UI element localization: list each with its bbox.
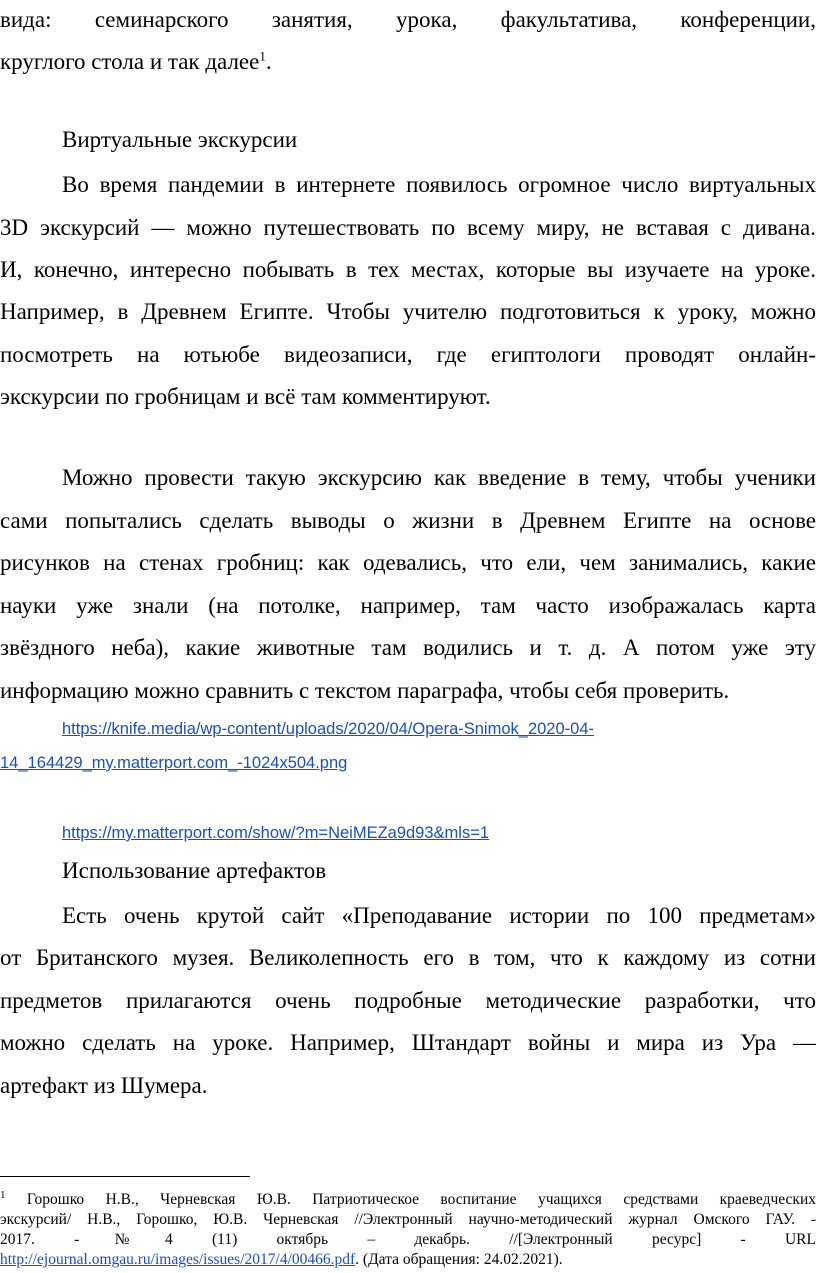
footnote-line: экскурсий/ Н.В., Горошко, Ю.В. Черневская //Электронный научно-методический журнал Омского ГАУ. - — [0, 1211, 816, 1228]
footnote-divider — [0, 1176, 250, 1177]
text-fragment: . — [265, 49, 272, 74]
footnote-line: 2017. -№4 (11) октябрь – декабрь. //[Электронный ресурс] - URL — [0, 1231, 816, 1248]
text-line: экскурсии по гробницам и всё там комментируют. — [0, 384, 491, 409]
footnote-marker: 1 — [0, 1188, 6, 1201]
text-fragment: круглого стола и так далее — [0, 49, 260, 74]
text-line: информацию можно сравнить с текстом параграфа, чтобы себя проверить. — [0, 678, 730, 703]
footnote-link[interactable]: http://ejournal.omgau.ru/images/issues/2017/4/00466.pdf — [0, 1251, 356, 1268]
text-line: Есть очень крутой сайт «Преподавание истории по 100 предметам» — [62, 903, 816, 928]
text-line — [0, 47, 816, 77]
text-line: Например, в Древнем Египте. Чтобы учителю подготовиться к уроку, можно — [0, 299, 816, 324]
text-line: посмотреть на ютьюбе видеозаписи, где египтологи проводят онлайн- — [0, 342, 816, 367]
footnote-line — [0, 1250, 816, 1269]
section-heading: Виртуальные экскурсии — [62, 127, 298, 152]
text-line: 3D экскурсий — можно путешествовать по всему миру, не вставая с дивана. — [0, 215, 816, 240]
text-line: Во время пандемии в интернете появилось огромное число виртуальных — [62, 172, 816, 197]
matterport-link[interactable]: https://my.matterport.com/show/?m=NeiMEZa9d93&mls=1 — [62, 824, 490, 842]
image-link[interactable]: 14_164429_my.matterport.com_-1024x504.png — [0, 754, 348, 772]
text-line: И, конечно, интересно побывать в тех местах, которые вы изучаете на уроке. — [0, 257, 816, 282]
image-link[interactable]: https://knife.media/wp-content/uploads/2020/04/Opera-Snimok_2020-04- — [62, 720, 594, 738]
text-line: рисунков на стенах гробниц: как одевались, что ели, чем занимались, какие — [0, 550, 816, 575]
text-line: Можно провести такую экскурсию как введение в тему, чтобы ученики — [62, 465, 816, 490]
footnote-ref[interactable]: 1 — [259, 48, 266, 64]
text-line: можно сделать на уроке. Например, Штандарт войны и мира из Ура — — [0, 1030, 816, 1055]
text-line: артефакт из Шумера. — [0, 1073, 208, 1098]
text-line: предметов прилагаются очень подробные методические разработки, что — [0, 988, 816, 1013]
text-line: вида: семинарского занятия, урока, факультатива, конференции, — [0, 7, 816, 32]
section-heading: Использование артефактов — [62, 858, 327, 883]
text-line: сами попытались сделать выводы о жизни в Древнем Египте на основе — [0, 508, 816, 533]
text-line: науки уже знали (на потолке, например, там часто изображалась карта — [0, 593, 816, 618]
footnote-line — [0, 1190, 816, 1209]
text-line: звёздного неба), какие животные там водились и т. д. А потом уже эту — [0, 635, 816, 660]
text-line: от Британского музея. Великолепность его в том, что к каждому из сотни — [0, 945, 816, 970]
footnote-tail: . (Дата обращения: 24.02.2021). — [355, 1251, 563, 1268]
footnote-text: Горошко Н.В., Черневская Ю.В. Патриотическое воспитание учащихся средствами краеведческих — [26, 1191, 816, 1208]
